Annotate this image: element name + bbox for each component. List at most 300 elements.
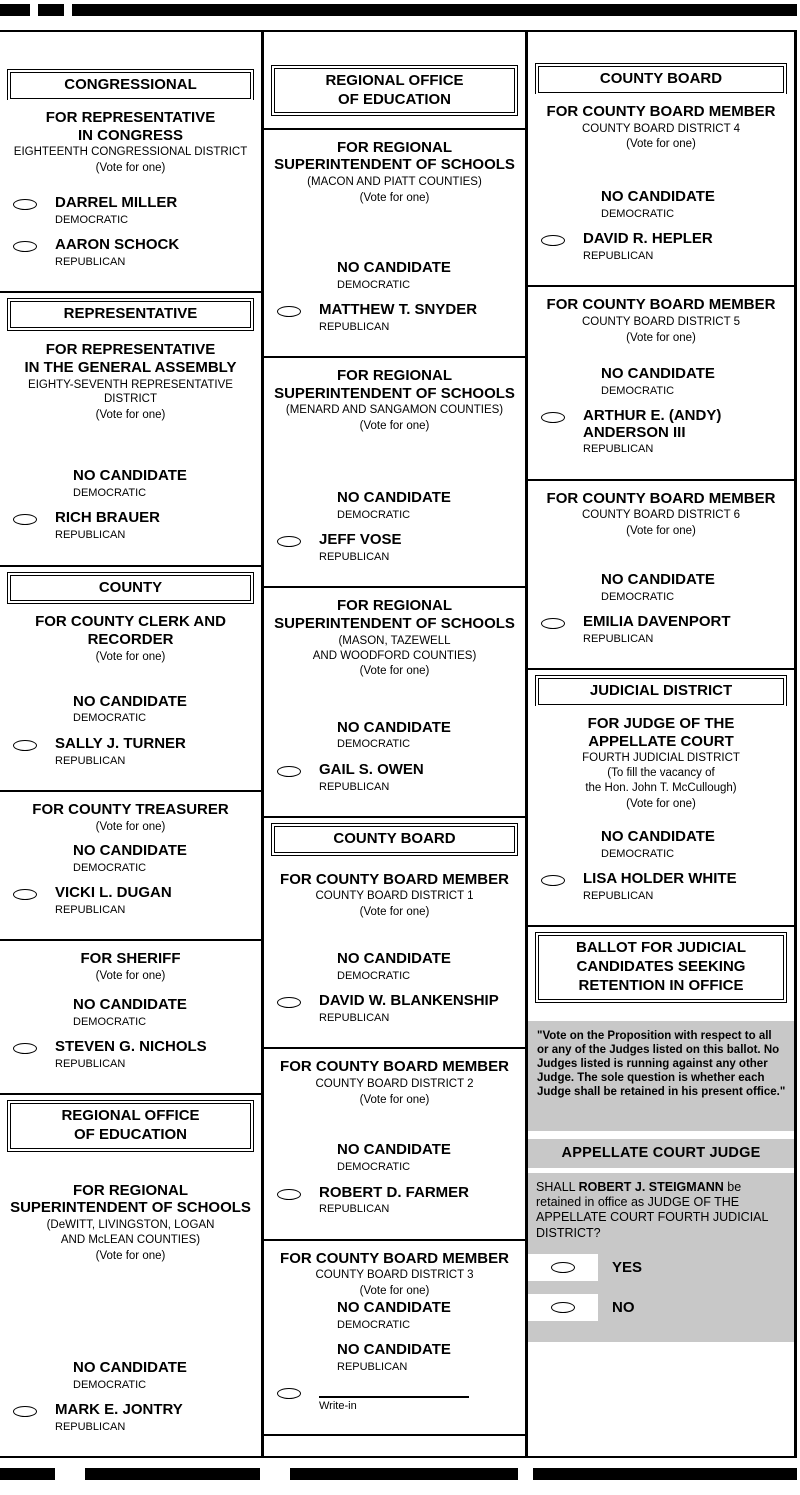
contest-title-line: SUPERINTENDENT OF SCHOOLS [274, 384, 515, 402]
section-bar [528, 1131, 794, 1168]
candidate-row [0, 510, 257, 542]
section-header-box [535, 932, 787, 1002]
vote-for-note: (Vote for one) [626, 331, 696, 344]
candidate-list [264, 1142, 525, 1238]
vote-for-note: (Vote for one) [359, 1285, 430, 1298]
candidate-party: DEMOCRATIC [601, 590, 675, 603]
ballot-oval[interactable] [277, 1388, 301, 1399]
section-gap [0, 32, 261, 64]
section-contest [264, 1049, 525, 1240]
candidate-row [264, 720, 521, 752]
contest-title-line: FOR JUDGE OF THE [587, 715, 735, 733]
candidate-party: DEMOCRATIC [337, 1318, 411, 1331]
candidate-row [0, 1402, 257, 1434]
section-gap [528, 1342, 794, 1456]
contest-title-line: FOR REGIONAL [73, 1181, 188, 1199]
section-contest [264, 862, 525, 1049]
candidate-name: NO CANDIDATE [337, 1141, 451, 1159]
section-contest [0, 332, 261, 566]
candidate-row [264, 993, 521, 1025]
section-gap [264, 1436, 525, 1456]
vote-for-note: (Vote for one) [626, 138, 696, 151]
candidate-row [528, 614, 790, 646]
candidate-name: NO CANDIDATE [601, 364, 715, 382]
retention-question-prefix: SHALL [536, 1179, 579, 1194]
section-header [528, 670, 794, 706]
candidate-row [528, 189, 790, 221]
section-header-label: REPRESENTATIVE [63, 305, 198, 323]
candidate-list [528, 189, 794, 285]
candidate-row [0, 736, 257, 768]
vote-for-note: (Vote for one) [95, 820, 166, 833]
vote-for-note: (Vote for one) [95, 161, 166, 174]
candidate-name: VICKI L. DUGAN [55, 884, 172, 902]
candidate-party: DEMOCRATIC [337, 969, 411, 982]
candidate-party: REPUBLICAN [55, 1420, 126, 1433]
candidate-name: STEVEN G. NICHOLS [55, 1037, 207, 1055]
contest-district-line: AND McLEAN COUNTIES) [60, 1233, 201, 1246]
contest-title-line: FOR COUNTY BOARD MEMBER [546, 102, 776, 120]
timing-mark [72, 4, 797, 16]
section-contest [264, 358, 525, 588]
section-header-box [271, 65, 518, 117]
timing-marks-bottom [0, 1468, 800, 1480]
section-header-label: CONGRESSIONAL [64, 75, 197, 93]
contest-district-line: EIGHTY-SEVENTH REPRESENTATIVE [28, 378, 233, 391]
section-header [0, 64, 261, 100]
contest-title-line: APPELLATE COURT [588, 732, 734, 750]
section-header-label: REGIONAL OFFICE [325, 71, 464, 89]
contest-district-line: COUNTY BOARD DISTRICT 3 [315, 1269, 474, 1282]
ballot-oval[interactable] [13, 1043, 37, 1054]
timing-mark [0, 1468, 55, 1480]
section-contest [264, 588, 525, 817]
contest-district [0, 1217, 261, 1247]
contest-district [264, 402, 525, 418]
contest-title [0, 604, 261, 648]
ballot-oval[interactable] [277, 1189, 301, 1200]
ballot-oval[interactable] [551, 1302, 575, 1313]
section-contest [0, 1173, 261, 1456]
section-contest [264, 1241, 525, 1436]
contest-title-line: SUPERINTENDENT OF SCHOOLS [10, 1199, 251, 1217]
candidate-name: GAIL S. OWEN [319, 760, 424, 778]
section-header [0, 293, 261, 332]
candidate-row [264, 1142, 521, 1174]
ballot-oval[interactable] [13, 889, 37, 900]
candidate-row [0, 195, 257, 227]
vote-for-note: (Vote for one) [359, 665, 430, 678]
candidate-row [528, 572, 790, 604]
candidate-party: REPUBLICAN [319, 1011, 390, 1024]
contest-title-line: FOR COUNTY BOARD MEMBER [546, 296, 776, 314]
section-contest [0, 100, 261, 293]
candidate-list [0, 195, 261, 291]
candidate-list [0, 694, 261, 790]
candidate-party: DEMOCRATIC [601, 207, 675, 220]
candidate-list [0, 997, 261, 1093]
vote-for-note: (Vote for one) [95, 408, 166, 421]
candidate-name: NO CANDIDATE [337, 949, 451, 967]
vote-for-note: (Vote for one) [626, 797, 696, 810]
section-header-label: BALLOT FOR JUDICIAL [576, 939, 746, 957]
retention-option-yes [528, 1254, 786, 1281]
candidate-name: MARK E. JONTRY [55, 1400, 183, 1418]
candidate-row [0, 1039, 257, 1071]
contest-title [528, 94, 794, 121]
contest-district [528, 750, 794, 795]
contest-district-line: (MENARD AND SANGAMON COUNTIES) [285, 404, 504, 417]
contest-title-line: IN THE GENERAL ASSEMBLY [24, 358, 237, 376]
section-header-label: CANDIDATES SEEKING [576, 958, 746, 976]
section-contest [528, 94, 794, 287]
contest-title [528, 287, 794, 314]
candidate-party: REPUBLICAN [583, 249, 654, 262]
candidate-party: REPUBLICAN [583, 890, 654, 903]
candidate-row [264, 490, 521, 522]
contest-district [264, 888, 525, 904]
retention-question-suffix: be retained in office as JUDGE OF THE APPELLATE COURT FOURTH JUDICIAL DISTRICT? [536, 1179, 768, 1240]
candidate-party: DEMOCRATIC [73, 1378, 147, 1391]
section-header-box [535, 63, 787, 94]
candidate-party: DEMOCRATIC [55, 213, 129, 226]
vote-for-note: (Vote for one) [95, 650, 166, 663]
candidate-party: DEMOCRATIC [601, 384, 675, 397]
section-header-label: COUNTY [98, 578, 163, 596]
candidate-name: ROBERT D. FARMER [319, 1183, 469, 1201]
candidate-party: REPUBLICAN [55, 1057, 126, 1070]
contest-title-line: FOR REGIONAL [337, 597, 452, 615]
candidate-row [0, 997, 257, 1029]
candidate-row [528, 829, 790, 861]
contest-title-line: SUPERINTENDENT OF SCHOOLS [274, 615, 515, 633]
candidate-party: DEMOCRATIC [73, 712, 147, 725]
contest-district [528, 507, 794, 523]
candidate-name: LISA HOLDER WHITE [583, 870, 737, 888]
contest-title-line: FOR REPRESENTATIVE [45, 341, 216, 359]
contest-title [528, 481, 794, 508]
candidate-name: DAVID W. BLANKENSHIP [319, 992, 499, 1010]
contest-title-line: FOR REGIONAL [337, 367, 452, 385]
contest-title-line: FOR COUNTY BOARD MEMBER [280, 870, 509, 888]
contest-district-line: (To fill the vacancy of [607, 767, 715, 780]
candidate-party: REPUBLICAN [319, 1203, 390, 1216]
section-header-box [7, 298, 254, 331]
ballot-body [0, 30, 797, 1458]
contest-district-line: FOURTH JUDICIAL DISTRICT [582, 752, 740, 765]
candidate-row [0, 468, 257, 500]
ballot-oval[interactable] [277, 536, 301, 547]
section-header-label: JUDICIAL DISTRICT [589, 682, 733, 700]
candidate-name: DAVID R. HEPLER [583, 230, 713, 248]
vote-for-note: (Vote for one) [626, 525, 696, 538]
candidate-row [264, 951, 521, 983]
contest-district-line: the Hon. John T. McCullough) [585, 781, 737, 794]
candidate-party: DEMOCRATIC [601, 848, 675, 861]
retention-section-bar: APPELLATE COURT JUDGE [528, 1139, 794, 1168]
section-header [528, 58, 794, 94]
contest-title-line: FOR COUNTY CLERK AND [35, 613, 226, 631]
candidate-party: DEMOCRATIC [73, 487, 147, 500]
contest-title-line: RECORDER [87, 631, 174, 649]
contest-title [0, 1173, 261, 1217]
candidate-name: NO CANDIDATE [337, 258, 451, 276]
candidate-party: REPUBLICAN [55, 904, 126, 917]
contest-title-line: FOR REPRESENTATIVE [45, 108, 216, 126]
contest-district-line: COUNTY BOARD DISTRICT 1 [315, 890, 474, 903]
write-in-label: Write-in [319, 1400, 357, 1413]
timing-mark [533, 1468, 797, 1480]
candidate-row [264, 260, 521, 292]
ballot-column-2 [264, 32, 528, 1456]
section-contest [528, 481, 794, 670]
contest-district-line: (MASON, TAZEWELL [338, 634, 451, 647]
timing-mark [290, 1468, 518, 1480]
section-gap [528, 32, 794, 58]
candidate-row [528, 231, 790, 263]
candidate-party: REPUBLICAN [337, 1360, 408, 1373]
contest-district [528, 121, 794, 137]
contest-title [0, 941, 261, 968]
section-header [264, 60, 525, 130]
contest-district [264, 633, 525, 663]
candidate-row [528, 366, 790, 398]
contest-title [264, 1049, 525, 1076]
section-header-box [7, 572, 254, 605]
candidate-name: NO CANDIDATE [601, 571, 715, 588]
contest-title-line: FOR COUNTY BOARD MEMBER [280, 1058, 509, 1076]
ballot-oval[interactable] [541, 618, 565, 629]
candidate-name: DARREL MILLER [55, 194, 178, 212]
candidate-name: NO CANDIDATE [73, 995, 187, 1013]
candidate-name: EMILIA DAVENPORT [583, 613, 731, 631]
retention-option-label: NO [612, 1298, 635, 1316]
candidate-row [0, 694, 257, 726]
contest-title [264, 1241, 525, 1268]
candidate-row [264, 1342, 521, 1374]
section-header-label: RETENTION IN OFFICE [578, 976, 744, 994]
candidate-name: NO CANDIDATE [337, 1340, 451, 1358]
contest-title-line: FOR REGIONAL [337, 138, 452, 156]
candidate-list [0, 1360, 261, 1456]
ballot-oval[interactable] [541, 875, 565, 886]
candidate-list [528, 572, 794, 668]
ballot-oval[interactable] [277, 997, 301, 1008]
candidate-party: REPUBLICAN [583, 632, 654, 645]
timing-mark [0, 4, 30, 16]
section-contest [0, 941, 261, 1095]
contest-district-line: AND WOODFORD COUNTIES) [312, 649, 477, 662]
retention-question [536, 1180, 786, 1241]
contest-title [264, 588, 525, 632]
contest-district [264, 1076, 525, 1092]
section-header-label: OF EDUCATION [337, 90, 452, 108]
candidate-party: REPUBLICAN [319, 551, 390, 564]
candidate-name: RICH BRAUER [55, 509, 160, 527]
candidate-list [0, 468, 261, 564]
candidate-party: DEMOCRATIC [337, 738, 411, 751]
ballot-oval[interactable] [13, 1406, 37, 1417]
candidate-name: NO CANDIDATE [73, 467, 187, 485]
retention-panel [528, 1173, 794, 1343]
candidate-list [528, 829, 794, 925]
section-contest [0, 792, 261, 942]
candidate-name: AARON SCHOCK [55, 236, 180, 254]
contest-district [0, 144, 261, 160]
candidate-row [264, 762, 521, 794]
vote-for-note: (Vote for one) [95, 970, 166, 983]
timing-mark [85, 1468, 260, 1480]
candidate-party: DEMOCRATIC [73, 862, 147, 875]
candidate-row [528, 408, 790, 457]
candidate-name: NO CANDIDATE [337, 489, 451, 507]
candidate-list [264, 1300, 525, 1434]
candidate-name: NO CANDIDATE [73, 842, 187, 860]
candidate-list [0, 843, 261, 939]
contest-district [528, 314, 794, 330]
candidate-party: DEMOCRATIC [337, 509, 411, 522]
candidate-list [264, 720, 525, 816]
contest-district-line: COUNTY BOARD DISTRICT 5 [581, 315, 741, 328]
contest-district-line: COUNTY BOARD DISTRICT 6 [581, 509, 741, 522]
candidate-party: REPUBLICAN [319, 780, 390, 793]
timing-mark [38, 4, 64, 16]
candidate-party: DEMOCRATIC [337, 278, 411, 291]
section-header [0, 567, 261, 605]
section-contest [528, 706, 794, 927]
candidate-name: NO CANDIDATE [601, 828, 715, 846]
contest-district-line: (DeWITT, LIVINGSTON, LOGAN [46, 1219, 215, 1232]
candidate-row [0, 843, 257, 875]
contest-district-line: (MACON AND PIATT COUNTIES) [307, 176, 482, 189]
contest-district-line: COUNTY BOARD DISTRICT 2 [315, 1077, 474, 1090]
section-header [264, 818, 525, 862]
section-instruction [528, 1011, 794, 1131]
candidate-name: SALLY J. TURNER [55, 734, 186, 752]
candidate-name: JEFF VOSE [319, 531, 402, 549]
section-header-label: REGIONAL OFFICE [61, 1107, 200, 1125]
section-header-label: OF EDUCATION [73, 1125, 188, 1143]
ballot-oval[interactable] [13, 199, 37, 210]
candidate-row [264, 1300, 521, 1332]
candidate-list [264, 490, 525, 586]
contest-district [0, 377, 261, 407]
section-contest [264, 130, 525, 358]
candidate-row [0, 237, 257, 269]
ballot-oval[interactable] [277, 766, 301, 777]
contest-district-line: DISTRICT [103, 393, 158, 406]
candidate-party: REPUBLICAN [55, 255, 126, 268]
write-in-line[interactable] [319, 1386, 469, 1398]
retention-judge-name: ROBERT J. STEIGMANN [578, 1179, 724, 1194]
contest-title-line: FOR SHERIFF [80, 950, 181, 968]
write-in-row [264, 1384, 521, 1412]
contest-title [0, 792, 261, 819]
contest-title-line: FOR COUNTY BOARD MEMBER [546, 489, 776, 507]
vote-for-note: (Vote for one) [359, 420, 430, 433]
vote-for-note: (Vote for one) [359, 906, 430, 919]
contest-title [0, 332, 261, 376]
ballot-column-3 [528, 32, 794, 1456]
contest-title [264, 358, 525, 402]
candidate-row [0, 885, 257, 917]
section-header-box [271, 823, 518, 856]
candidate-name: NO CANDIDATE [73, 692, 187, 710]
contest-title-line: FOR COUNTY TREASURER [32, 800, 229, 818]
section-header [528, 927, 794, 1011]
candidate-party: REPUBLICAN [55, 529, 126, 542]
section-contest [0, 604, 261, 791]
vote-for-note: (Vote for one) [95, 1249, 166, 1262]
vote-for-note: (Vote for one) [359, 1093, 430, 1106]
candidate-party: DEMOCRATIC [337, 1161, 411, 1174]
retention-option-label: YES [612, 1258, 643, 1276]
contest-title [528, 706, 794, 750]
retention-instructions: "Vote on the Proposition with respect to all or any of the Judges listed on this ballot. No Judges listed is running against any other Judge. The sole question is whether each Judge shall be retained in his present office." [528, 1021, 794, 1131]
candidate-party: DEMOCRATIC [73, 1015, 147, 1028]
candidate-party: REPUBLICAN [319, 320, 390, 333]
candidate-list [264, 260, 525, 356]
contest-district-line: EIGHTEENTH CONGRESSIONAL DISTRICT [13, 146, 248, 159]
ballot-oval[interactable] [13, 514, 37, 525]
candidate-party: REPUBLICAN [55, 754, 126, 767]
section-header-label: COUNTY BOARD [333, 829, 456, 847]
retention-option-no [528, 1294, 786, 1321]
contest-district [264, 1267, 525, 1283]
candidate-list [264, 951, 525, 1047]
ballot-oval[interactable] [13, 241, 37, 252]
ballot-column-1 [0, 32, 264, 1456]
candidate-list [528, 366, 794, 479]
candidate-row [264, 1185, 521, 1217]
candidate-row [528, 871, 790, 903]
contest-title-line: FOR COUNTY BOARD MEMBER [280, 1249, 509, 1267]
section-header-box [535, 675, 787, 706]
candidate-name: NO CANDIDATE [337, 718, 451, 736]
ballot-oval[interactable] [541, 235, 565, 246]
candidate-name: ARTHUR E. (ANDY) [583, 406, 722, 424]
section-retention [528, 1168, 794, 1343]
contest-title-line: SUPERINTENDENT OF SCHOOLS [274, 156, 515, 174]
contest-title [0, 100, 261, 144]
vote-for-note: (Vote for one) [359, 191, 430, 204]
ballot-oval[interactable] [13, 740, 37, 751]
section-header-box [7, 69, 254, 100]
contest-title-line: IN CONGRESS [77, 126, 183, 144]
candidate-row [264, 302, 521, 334]
candidate-name: ANDERSON III [583, 423, 686, 441]
ballot-oval[interactable] [541, 412, 565, 423]
candidate-party: REPUBLICAN [583, 443, 654, 456]
section-header-label: COUNTY BOARD [599, 69, 723, 87]
section-contest [528, 287, 794, 480]
section-header [0, 1095, 261, 1173]
candidate-row [264, 532, 521, 564]
ballot-oval[interactable] [551, 1262, 575, 1273]
section-header-box [7, 1100, 254, 1152]
candidate-name: NO CANDIDATE [601, 188, 715, 206]
contest-title [264, 862, 525, 889]
contest-district-line: COUNTY BOARD DISTRICT 4 [581, 122, 741, 135]
contest-title [264, 130, 525, 174]
candidate-name: NO CANDIDATE [337, 1298, 451, 1316]
ballot-oval[interactable] [277, 306, 301, 317]
candidate-name: NO CANDIDATE [73, 1358, 187, 1376]
candidate-row [0, 1360, 257, 1392]
candidate-name: MATTHEW T. SNYDER [319, 301, 478, 318]
timing-marks-top [0, 4, 800, 16]
section-gap [264, 32, 525, 60]
